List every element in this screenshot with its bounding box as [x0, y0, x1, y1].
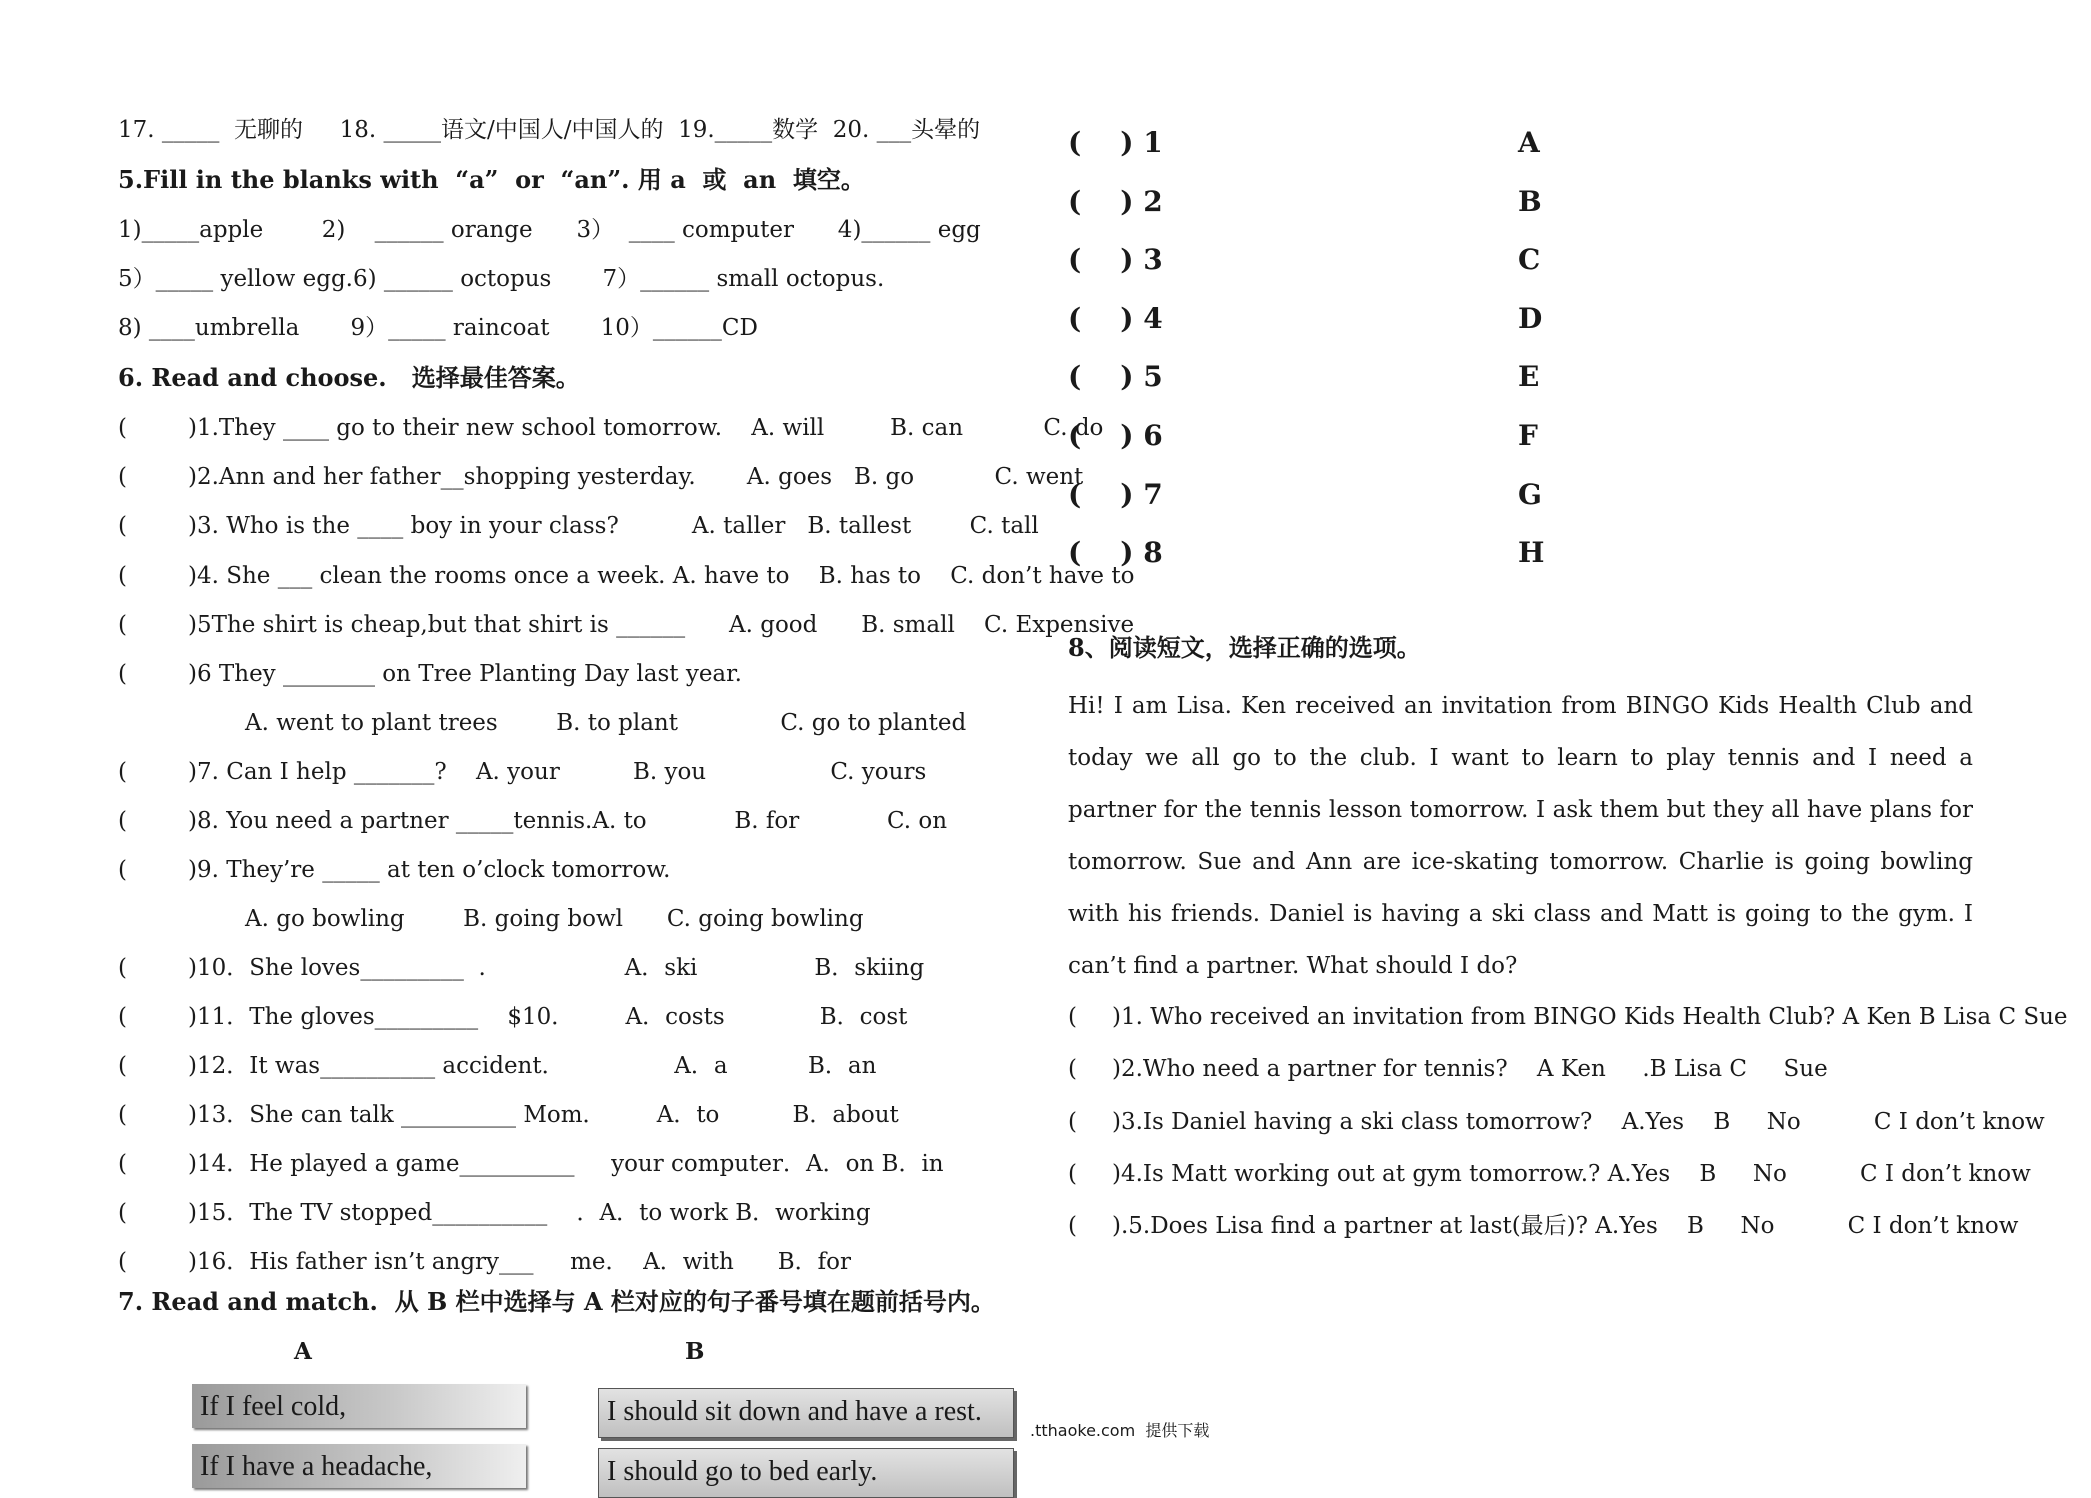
question-text: )4. She ___ clean the rooms once a week. A. have to B. has to C. don’t have to — [188, 563, 1135, 589]
question-text: ).5.Does Lisa find a partner at last(最后)? A.Yes B No C I don’t know — [1112, 1213, 2019, 1239]
section8-title: 8、阅读短文，选择正确的选项。 — [1068, 633, 1421, 662]
answer-paren[interactable]: ( — [118, 563, 127, 589]
question-text: )4.Is Matt working out at gym tomorrow.? A.Yes B No C I don’t know — [1112, 1161, 2031, 1187]
options-text: A. go bowling B. going bowl C. going bowling — [245, 906, 864, 932]
section5-line-2: 5）_____ yellow egg.6) ______ octopus 7）______ small octopus. — [118, 266, 885, 292]
answer-paren[interactable]: ( — [118, 857, 127, 883]
column-b-item: I should go to bed early. — [598, 1448, 1014, 1498]
match-number-item[interactable]: ( ) 7 — [1068, 478, 1163, 511]
answer-paren[interactable]: ( — [118, 1102, 127, 1128]
question-text: )2.Ann and her father__shopping yesterday. A. goes B. go C. went — [188, 464, 1084, 490]
answer-paren[interactable]: ( — [118, 1200, 127, 1226]
answer-paren[interactable]: ( — [118, 1004, 127, 1030]
match-letter-item: G — [1518, 478, 1542, 511]
column-a-label: A — [294, 1338, 312, 1365]
question-text: )2.Who need a partner for tennis? A Ken .B Lisa C Sue — [1112, 1056, 1828, 1082]
answer-paren[interactable]: ( — [118, 513, 127, 539]
match-number-item[interactable]: ( ) 8 — [1068, 536, 1163, 569]
match-letter-item: D — [1518, 302, 1543, 335]
match-letter-item: C — [1518, 243, 1541, 276]
section5-line-1: 1)_____apple 2) ______ orange 3） ____ computer 4)______ egg — [118, 217, 981, 243]
question-text: )15．The TV stopped__________ ．A．to work B．working — [188, 1200, 871, 1226]
section5-title: 5.Fill in the blanks with “a” or “an”. 用 a 或 an 填空。 — [118, 165, 865, 194]
match-letter-item: H — [1518, 536, 1545, 569]
answer-paren[interactable]: ( — [118, 808, 127, 834]
question-text: )9. They’re _____ at ten o’clock tomorrow. — [188, 857, 671, 883]
question-text: )8. You need a partner _____tennis.A. to B. for C. on — [188, 808, 948, 834]
reading-passage: Hi! I am Lisa. Ken received an invitation from BINGO Kids Health Club and today we all go to the club. I want to learn to play tennis and I need a partner for the tennis lesson tomorrow. I ask them but they all have plans for tomorrow. Sue and Ann are ice-skating tomorrow. Charlie is going bowling with his friends. Daniel is having a ski class and Matt is going to the gym. I can’t find a partner. What should I do? — [1068, 693, 1973, 979]
question-text: )1.They ____ go to their new school tomorrow. A. will B. can C. do — [188, 415, 1104, 441]
match-number-item[interactable]: ( ) 1 — [1068, 126, 1163, 159]
match-letter-item: E — [1518, 360, 1540, 393]
answer-paren[interactable]: ( — [118, 661, 127, 687]
answer-paren[interactable]: ( — [118, 1053, 127, 1079]
question-text: )12．It was__________ accident． A．a B．an — [188, 1053, 877, 1079]
vocab-line: 17. _____ 无聊的 18. _____语文/中国人/中国人的 19._____数学 20. ___头晕的 — [118, 117, 981, 143]
question-text: )10．She loves_________ . A．ski B．skiing — [188, 955, 925, 981]
column-b-label: B — [685, 1338, 705, 1365]
answer-paren[interactable]: ( — [118, 415, 127, 441]
question-text: )7. Can I help _______? A. your B. you C. yours — [188, 759, 927, 785]
column-b-item: I should sit down and have a rest. — [598, 1388, 1014, 1438]
question-text: )3.Is Daniel having a ski class tomorrow? A.Yes B No C I don’t know — [1112, 1109, 2045, 1135]
match-number-item[interactable]: ( ) 6 — [1068, 419, 1163, 452]
section7-title: 7. Read and match. 从 B 栏中选择与 A 栏对应的句子番号填在题前括号内。 — [118, 1287, 995, 1316]
answer-paren[interactable]: ( — [1068, 1109, 1077, 1135]
match-letter-item: B — [1518, 185, 1542, 218]
answer-paren[interactable]: ( — [1068, 1004, 1077, 1030]
question-text: )5The shirt is cheap,but that shirt is ______ A. good B. small C. Expensive — [188, 612, 1135, 638]
match-number-item[interactable]: ( ) 4 — [1068, 302, 1163, 335]
question-text: )6 They ________ on Tree Planting Day last year. — [188, 661, 742, 687]
question-text: )11．The gloves_________ $10． A．costs B．cost — [188, 1004, 908, 1030]
answer-paren[interactable]: ( — [118, 1151, 127, 1177]
watermark: .tthaoke.com 提供下载 — [1030, 1421, 1210, 1440]
question-text: )3. Who is the ____ boy in your class? A. taller B. tallest C. tall — [188, 513, 1039, 539]
answer-paren[interactable]: ( — [1068, 1213, 1077, 1239]
match-number-item[interactable]: ( ) 5 — [1068, 360, 1163, 393]
answer-paren[interactable]: ( — [118, 1249, 127, 1275]
answer-paren[interactable]: ( — [118, 955, 127, 981]
match-number-item[interactable]: ( ) 2 — [1068, 185, 1163, 218]
answer-paren[interactable]: ( — [1068, 1056, 1077, 1082]
match-letter-item: F — [1518, 419, 1538, 452]
answer-paren[interactable]: ( — [118, 759, 127, 785]
column-a-item: If I feel cold, — [192, 1384, 526, 1428]
section5-line-3: 8) ____umbrella 9）_____ raincoat 10）______CD — [118, 315, 758, 341]
question-text: )13．She can talk __________ Mom． A．to B．about — [188, 1102, 899, 1128]
column-a-item: If I have a headache, — [192, 1444, 526, 1488]
options-text: A. went to plant trees B. to plant C. go to planted — [245, 710, 967, 736]
question-text: )14．He played a game__________ your computer．A．on B．in — [188, 1151, 944, 1177]
answer-paren[interactable]: ( — [118, 464, 127, 490]
question-text: )16．His father isn’t angry___ me． A．with B．for — [188, 1249, 851, 1275]
answer-paren[interactable]: ( — [1068, 1161, 1077, 1187]
section6-title: 6. Read and choose. 选择最佳答案。 — [118, 363, 580, 392]
match-number-item[interactable]: ( ) 3 — [1068, 243, 1163, 276]
question-text: )1. Who received an invitation from BINGO Kids Health Club? A Ken B Lisa C Sue — [1112, 1004, 2068, 1030]
match-letter-item: A — [1518, 126, 1540, 159]
answer-paren[interactable]: ( — [118, 612, 127, 638]
